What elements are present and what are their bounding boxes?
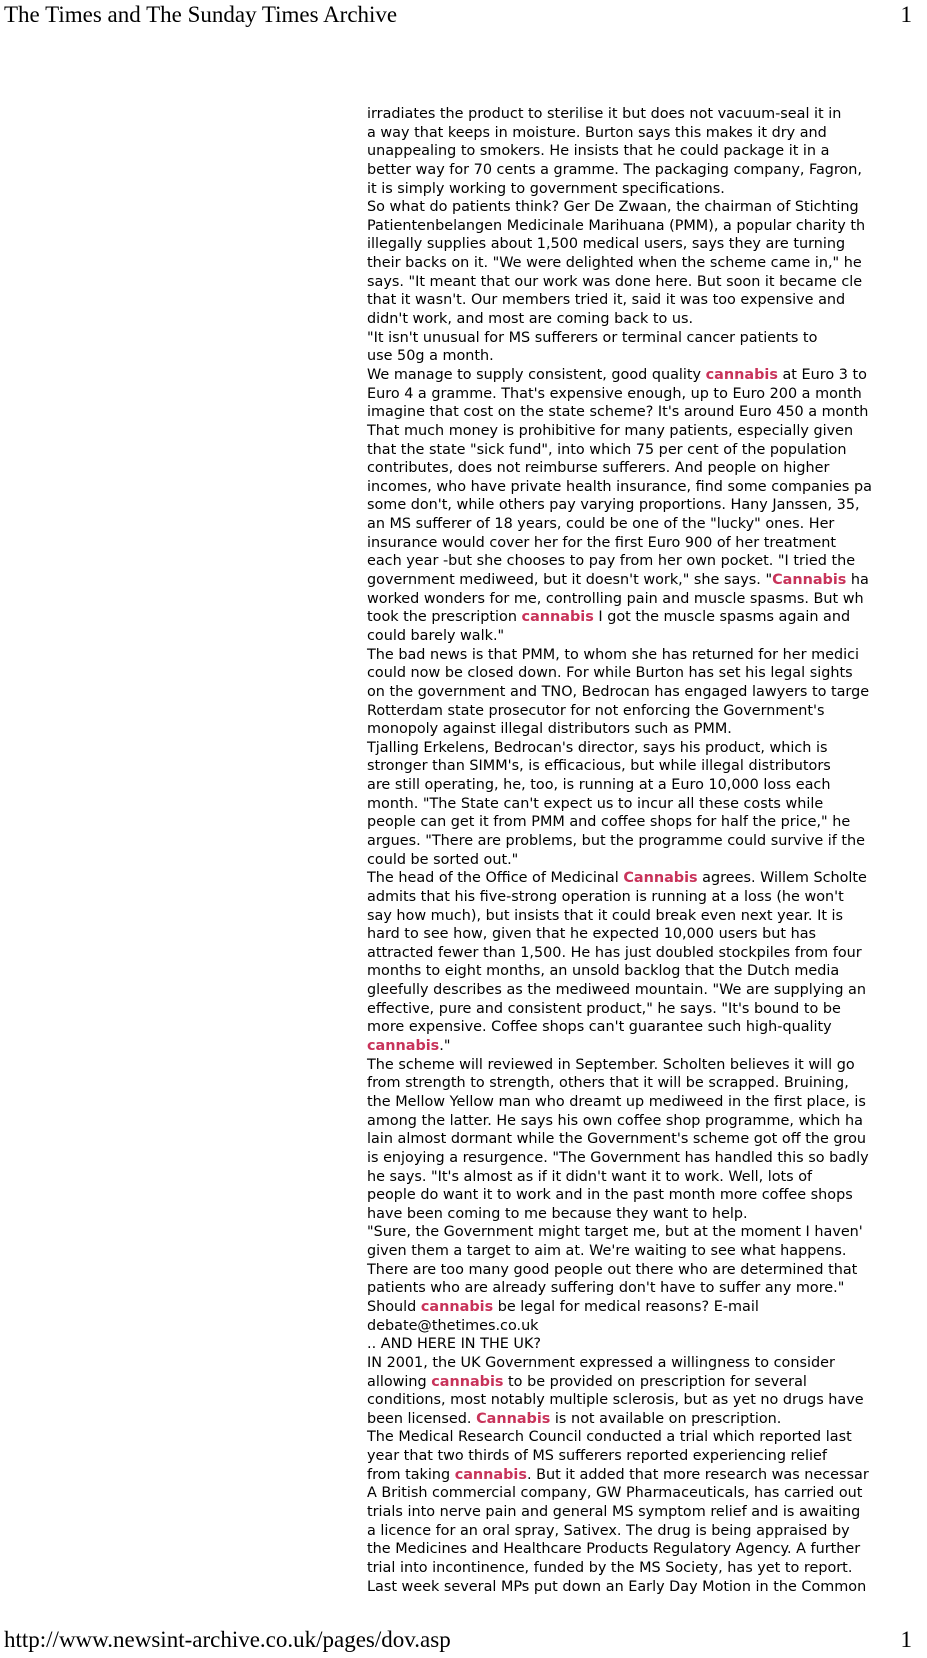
article-line	[367, 459, 927, 478]
article-line	[367, 608, 927, 627]
article-line	[367, 1223, 927, 1242]
line-text: agrees. Willem Scholte	[697, 870, 867, 887]
highlighted-term: cannabis	[367, 1038, 440, 1055]
line-text: monopoly against illegal distributors such as PMM.	[367, 721, 732, 738]
line-text: The scheme will reviewed in September. Scholten believes it will go	[367, 1056, 855, 1073]
line-text: could now be closed down. For while Burton has set his legal sights	[367, 665, 853, 682]
article-line	[367, 683, 927, 702]
line-text: IN 2001, the UK Government expressed a willingness to consider	[367, 1354, 835, 1371]
line-text: month. "The State can't expect us to incur all these costs while	[367, 795, 824, 812]
line-text: a licence for an oral spray, Sativex. The drug is being appraised by	[367, 1522, 850, 1539]
article-line	[367, 702, 927, 721]
line-text: people can get it from PMM and coffee shops for half the price," he	[367, 814, 851, 831]
article-line	[367, 1428, 927, 1447]
highlighted-term: cannabis	[420, 1299, 494, 1315]
line-text: admits that his five-strong operation is running at a loss (he won't	[367, 888, 844, 905]
article-line	[367, 571, 927, 590]
highlighted-term: cannabis	[454, 1466, 527, 1483]
line-text: trials into nerve pain and general MS symptom relief and is awaiting	[367, 1504, 861, 1521]
article-line	[367, 1484, 927, 1503]
line-text: better way for 70 cents a gramme. The packaging company, Fagron,	[367, 161, 862, 178]
highlighted-term: cannabis	[431, 1373, 504, 1390]
article-line	[367, 478, 927, 497]
line-text: trial into incontinence, funded by the MS Society, has yet to report.	[367, 1559, 853, 1576]
line-text: Last week several MPs put down an Early Day Motion in the Common	[367, 1578, 867, 1595]
line-text: incomes, who have private health insurance, find some companies pa	[367, 478, 872, 495]
line-text: imagine that cost on the state scheme? It's around Euro 450 a month	[367, 404, 869, 421]
line-text: government mediweed, but it doesn't work," she says. "	[367, 572, 773, 589]
article-line	[367, 1037, 927, 1056]
article-line	[367, 1466, 927, 1485]
article-line	[367, 1354, 927, 1373]
line-text: have been coming to me because they want to help.	[367, 1205, 748, 1222]
article-line	[367, 869, 927, 888]
article-line	[367, 1093, 927, 1112]
article-line	[367, 1391, 927, 1410]
article-line	[367, 1112, 927, 1131]
article-line	[367, 981, 927, 1000]
article-line	[367, 813, 927, 832]
line-text: attracted fewer than 1,500. He has just doubled stockpiles from four	[367, 944, 862, 961]
line-text: say how much), but insists that it could break even next year. It is	[367, 907, 844, 924]
article-line	[367, 590, 927, 609]
line-text: an MS sufferer of 18 years, could be one of the "lucky" ones. Her	[367, 516, 835, 533]
line-text: hard to see how, given that he expected 10,000 users but has	[367, 926, 817, 943]
article-line	[367, 347, 927, 366]
article-line	[367, 291, 927, 310]
line-text: illegally supplies about 1,500 medical users, says they are turning	[367, 236, 846, 253]
article-line	[367, 720, 927, 739]
line-text: could barely walk."	[367, 627, 505, 644]
article-line	[367, 1410, 927, 1429]
line-text: argues. "There are problems, but the programme could survive if the	[367, 832, 866, 849]
article-line	[367, 403, 927, 422]
article-line	[367, 534, 927, 553]
line-text: more expensive. Coffee shops can't guarantee such high-quality	[367, 1019, 832, 1036]
line-text: at Euro 3 to	[777, 366, 867, 383]
line-text: Rotterdam state prosecutor for not enforcing the Government's	[367, 702, 825, 719]
line-text: There are too many good people out there who are determined that	[367, 1261, 858, 1278]
line-text: ."	[439, 1038, 451, 1055]
article-line	[367, 739, 927, 758]
line-text: unappealing to smokers. He insists that he could package it in a	[367, 143, 830, 160]
line-text: a way that keeps in moisture. Burton says this makes it dry and	[367, 124, 827, 141]
line-text: is enjoying a resurgence. "The Government has handled this so badly	[367, 1149, 869, 1166]
line-text: their backs on it. "We were delighted when the scheme came in," he	[367, 255, 862, 272]
line-text: from taking	[367, 1466, 455, 1483]
line-text: The head of the Office of Medicinal	[367, 870, 624, 887]
article-line	[367, 1540, 927, 1559]
article-line	[367, 1149, 927, 1168]
line-text: debate@thetimes.co.uk	[367, 1317, 539, 1334]
line-text: could be sorted out."	[367, 851, 519, 868]
line-text: irradiates the product to sterilise it but does not vacuum-seal it in	[367, 106, 842, 122]
article-line	[367, 105, 927, 124]
article-line	[367, 962, 927, 981]
article-line	[367, 496, 927, 515]
line-text: took the prescription	[367, 609, 522, 626]
line-text: that the state "sick fund", into which 75 per cent of the population	[367, 441, 847, 458]
article-line	[367, 1018, 927, 1037]
article-line	[367, 1522, 927, 1541]
line-text: contributes, does not reimburse sufferers. And people on higher	[367, 460, 830, 477]
article-line	[367, 385, 927, 404]
line-text: didn't work, and most are coming back to us.	[367, 311, 694, 328]
line-text: months to eight months, an unsold backlog that the Dutch media	[367, 963, 840, 980]
line-text: been licensed.	[367, 1410, 477, 1427]
article-line	[367, 925, 927, 944]
article-line	[367, 310, 927, 329]
article-line	[367, 1447, 927, 1466]
line-text: use 50g a month.	[367, 348, 494, 365]
line-text: We manage to supply consistent, good quality	[367, 366, 706, 383]
article-line	[367, 180, 927, 199]
line-text: gleefully describes as the mediweed mountain. "We are supplying an	[367, 982, 866, 999]
page-url: http://www.newsint-archive.co.uk/pages/dov.asp	[4, 1627, 451, 1652]
article-line	[367, 441, 927, 460]
article-line	[367, 198, 927, 217]
line-text: That much money is prohibitive for many patients, especially given	[367, 422, 854, 439]
highlighted-term: cannabis	[705, 366, 778, 383]
article-line	[367, 1000, 927, 1019]
line-text: The Medical Research Council conducted a trial which reported last	[367, 1429, 852, 1446]
article-line	[367, 273, 927, 292]
article-line	[367, 1205, 927, 1224]
article-line	[367, 1168, 927, 1187]
line-text: the Mellow Yellow man who dreamt up mediweed in the first place, is	[367, 1093, 866, 1110]
page-number-top: 1	[900, 2, 912, 27]
line-text: A British commercial company, GW Pharmaceuticals, has carried out	[367, 1485, 863, 1502]
line-text: patients who are already suffering don't have to suffer any more."	[367, 1280, 845, 1297]
line-text: among the latter. He says his own coffee shop programme, which ha	[367, 1112, 863, 1129]
line-text: given them a target to aim at. We're waiting to see what happens.	[367, 1243, 847, 1260]
article-line	[367, 142, 927, 161]
line-text: "Sure, the Government might target me, but at the moment I haven'	[367, 1224, 863, 1241]
article-line	[367, 1279, 927, 1298]
line-text: The bad news is that PMM, to whom she has returned for her medici	[367, 646, 860, 663]
line-text: Should	[367, 1299, 421, 1315]
article-line	[367, 124, 927, 143]
article-line	[367, 646, 927, 665]
article-line	[367, 757, 927, 776]
article-line	[367, 664, 927, 683]
highlighted-term: Cannabis	[476, 1410, 551, 1427]
page-number-bottom: 1	[900, 1627, 912, 1652]
line-text: ha	[846, 572, 869, 589]
article-line	[367, 1242, 927, 1261]
article-line	[367, 1056, 927, 1075]
line-text: he says. "It's almost as if it didn't want it to work. Well, lots of	[367, 1168, 813, 1185]
line-text: conditions, most notably multiple sclerosis, but as yet no drugs have	[367, 1392, 864, 1409]
article-line	[367, 366, 927, 385]
line-text: be legal for medical reasons? E-mail	[493, 1299, 759, 1315]
article-line	[367, 832, 927, 851]
article-line	[367, 1373, 927, 1392]
line-text: allowing	[367, 1373, 432, 1390]
line-text: some don't, while others pay varying proportions. Hany Janssen, 35,	[367, 497, 860, 514]
article-body	[367, 105, 927, 1596]
article-line	[367, 776, 927, 795]
article-line	[367, 1578, 927, 1597]
article-line	[367, 851, 927, 870]
article-line	[367, 627, 927, 646]
highlighted-term: cannabis	[521, 609, 594, 626]
line-text: year that two thirds of MS sufferers reported experiencing relief	[367, 1448, 827, 1465]
line-text: the Medicines and Healthcare Products Regulatory Agency. A further	[367, 1541, 861, 1558]
line-text: are still operating, he, too, is running at a Euro 10,000 loss each	[367, 777, 831, 794]
article-line	[367, 161, 927, 180]
line-text: that it wasn't. Our members tried it, said it was too expensive and	[367, 292, 846, 309]
line-text: "It isn't unusual for MS sufferers or terminal cancer patients to	[367, 329, 818, 346]
article-line	[367, 1317, 927, 1336]
line-text: worked wonders for me, controlling pain and muscle spasms. But wh	[367, 590, 864, 607]
line-text: .. AND HERE IN THE UK?	[367, 1336, 542, 1353]
article-line	[367, 907, 927, 926]
archive-title: The Times and The Sunday Times Archive	[4, 2, 398, 27]
line-text: from strength to strength, others that it will be scrapped. Bruining,	[367, 1075, 849, 1092]
article-line	[367, 235, 927, 254]
article-line	[367, 1559, 927, 1578]
line-text: it is simply working to government specifications.	[367, 180, 725, 197]
line-text: So what do patients think? Ger De Zwaan, the chairman of Stichting	[367, 199, 859, 216]
article-line	[367, 1130, 927, 1149]
line-text: effective, pure and consistent product," he says. "It's bound to be	[367, 1000, 841, 1017]
article-line	[367, 1261, 927, 1280]
line-text: Euro 4 a gramme. That's expensive enough, up to Euro 200 a month	[367, 385, 862, 402]
line-text: Patientenbelangen Medicinale Marihuana (PMM), a popular charity th	[367, 217, 866, 234]
article-line	[367, 1298, 927, 1317]
article-line	[367, 1503, 927, 1522]
article-line	[367, 944, 927, 963]
article-line	[367, 1186, 927, 1205]
line-text: I got the muscle spasms again and	[593, 609, 851, 626]
article-line	[367, 217, 927, 236]
article-line	[367, 329, 927, 348]
article-line	[367, 422, 927, 441]
highlighted-term: Cannabis	[772, 572, 847, 589]
article-line	[367, 1074, 927, 1093]
article-line	[367, 552, 927, 571]
line-text: lain almost dormant while the Government's scheme got off the grou	[367, 1131, 867, 1148]
article-line	[367, 1335, 927, 1354]
line-text: each year -but she chooses to pay from her own pocket. "I tried the	[367, 553, 856, 570]
line-text: people do want it to work and in the past month more coffee shops	[367, 1187, 853, 1204]
article-line	[367, 515, 927, 534]
article-line	[367, 888, 927, 907]
line-text: to be provided on prescription for several	[503, 1373, 807, 1390]
line-text: stronger than SIMM's, is efficacious, but while illegal distributors	[367, 758, 831, 775]
line-text: says. "It meant that our work was done here. But soon it became cle	[367, 273, 863, 290]
line-text: on the government and TNO, Bedrocan has engaged lawyers to targe	[367, 683, 870, 700]
article-line	[367, 795, 927, 814]
article-line	[367, 254, 927, 273]
line-text: is not available on prescription.	[550, 1410, 782, 1427]
line-text: insurance would cover her for the first Euro 900 of her treatment	[367, 534, 836, 551]
highlighted-term: Cannabis	[623, 870, 698, 887]
line-text: Tjalling Erkelens, Bedrocan's director, says his product, which is	[367, 739, 828, 756]
line-text: . But it added that more research was necessar	[526, 1466, 869, 1483]
